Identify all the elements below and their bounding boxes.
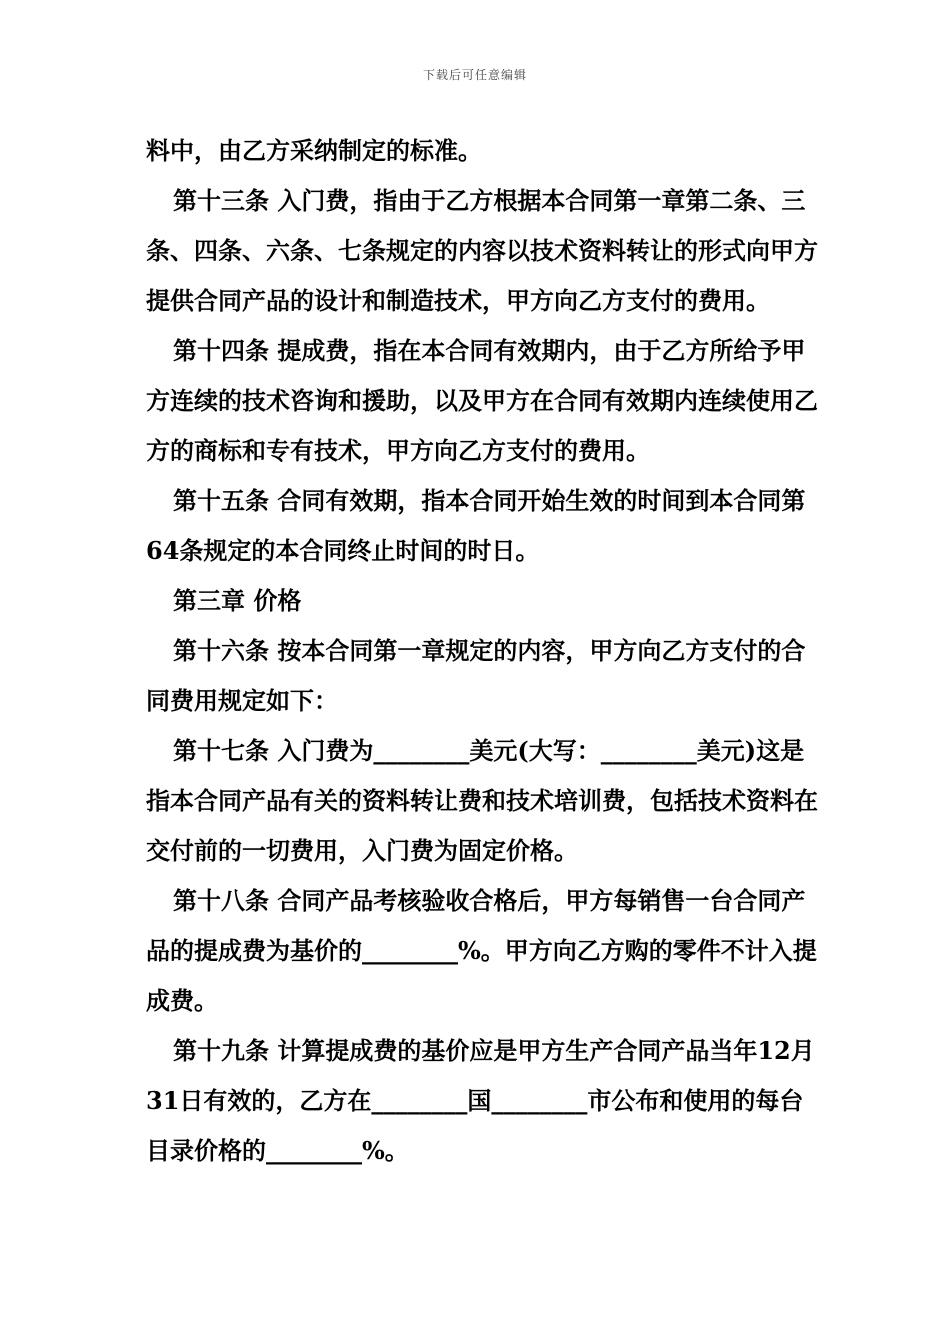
document-body [146,126,826,1176]
paragraph-article-18: 第十八条 合同产品考核验收合格后，甲方每销售一台合同产品的提成费为基价的________%。甲方向乙方购的零件不计入提成费。 [146,886,817,1015]
paragraph-continuation: 料中，由乙方采纳制定的标准。 [146,136,482,165]
paragraph-article-14: 第十四条 提成费，指在本合同有效期内，由于乙方所给予甲方连续的技术咨询和援助，以及甲方在合同有效期内连续使用乙方的商标和专有技术，甲方向乙方支付的费用。 [146,336,818,465]
header-note: 下载后可任意编辑 [422,68,527,82]
paragraph-article-19: 第十九条 计算提成费的基价应是甲方生产合同产品当年12月31日有效的，乙方在________国________市公布和使用的每台目录价格的________%。 [146,1036,815,1165]
paragraph-article-16: 第十六条 按本合同第一章规定的内容，甲方向乙方支付的合同费用规定如下： [146,636,806,715]
paragraph-article-15: 第十五条 合同有效期，指本合同开始生效的时间到本合同第64条规定的本合同终止时间的时日。 [146,486,806,565]
paragraph-article-17: 第十七条 入门费为________美元(大写：________美元)这是指本合同产品有关的资料转让费和技术培训费，包括技术资料在交付前的一切费用，入门费为固定价格。 [146,736,818,865]
paragraph-article-13: 第十三条 入门费，指由于乙方根据本合同第一章第二条、三条、四条、六条、七条规定的内容以技术资料转让的形式向甲方提供合同产品的设计和制造技术，甲方向乙方支付的费用。 [146,186,818,315]
chapter-heading-price: 第三章 价格 [173,586,302,615]
